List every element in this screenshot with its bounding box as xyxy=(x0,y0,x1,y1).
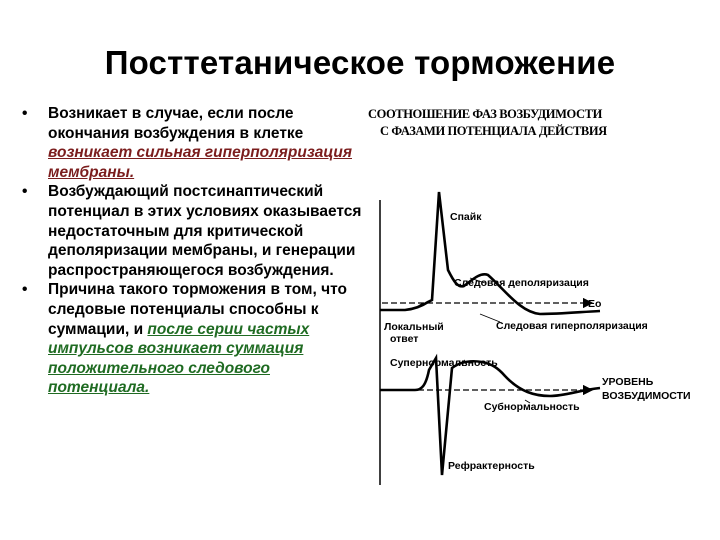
label-refractoriness: Рефрактерность xyxy=(448,460,535,472)
bullet-item xyxy=(22,182,367,280)
bullet-list xyxy=(22,104,367,398)
bullet-text: Причина такого торможения в том, что следовые потенциалы способны к суммации, и xyxy=(48,281,347,338)
diagram-heading-line2: С ФАЗАМИ ПОТЕНЦИАЛА ДЕЙСТВИЯ xyxy=(380,124,607,138)
action-potential-curve xyxy=(380,192,600,314)
bullet-text: Возбуждающий постсинаптический потенциал в этих условиях оказывается недостаточным для критической деполяризации мембраны, и генерации распространяющегося возбуждения. xyxy=(48,183,362,279)
label-local-response-1: Локальный xyxy=(384,321,444,333)
label-subnormality: Субнормальность xyxy=(484,401,580,413)
label-e0: Eo xyxy=(588,298,602,310)
bullet-marker: • xyxy=(22,105,28,122)
label-spike: Спайк xyxy=(450,211,482,223)
bullet-marker: • xyxy=(22,183,28,201)
bullet-item xyxy=(22,280,367,398)
diagram-svg xyxy=(360,100,705,500)
bullet-text: Возникает в случае, если после окончания возбуждения в клетке xyxy=(48,105,304,142)
label-local-response-2: ответ xyxy=(390,333,419,345)
bullet-emphasis: после серии частых импульсов возникает суммация положительного следового потенциала. xyxy=(48,320,310,397)
bullet-marker: • xyxy=(22,281,28,299)
label-level-1: УРОВЕНЬ xyxy=(602,376,654,388)
excitability-curve xyxy=(380,358,600,475)
diagram-heading-line1: СООТНОШЕНИЕ ФАЗ ВОЗБУДИМОСТИ xyxy=(368,107,602,121)
label-level-2: ВОЗБУДИМОСТИ xyxy=(602,390,691,402)
label-trace-depolarization: Следовая деполяризация xyxy=(454,277,589,289)
bullet-item xyxy=(22,104,367,182)
label-supernormality: Супернормальность xyxy=(390,357,498,369)
bullet-emphasis: возникает сильная гиперполяризация мембраны. xyxy=(48,144,352,181)
excitability-diagram xyxy=(360,100,705,500)
label-trace-hyperpolarization: Следовая гиперполяризация xyxy=(496,320,648,332)
page-title: Посттетаническое торможение xyxy=(104,44,616,81)
